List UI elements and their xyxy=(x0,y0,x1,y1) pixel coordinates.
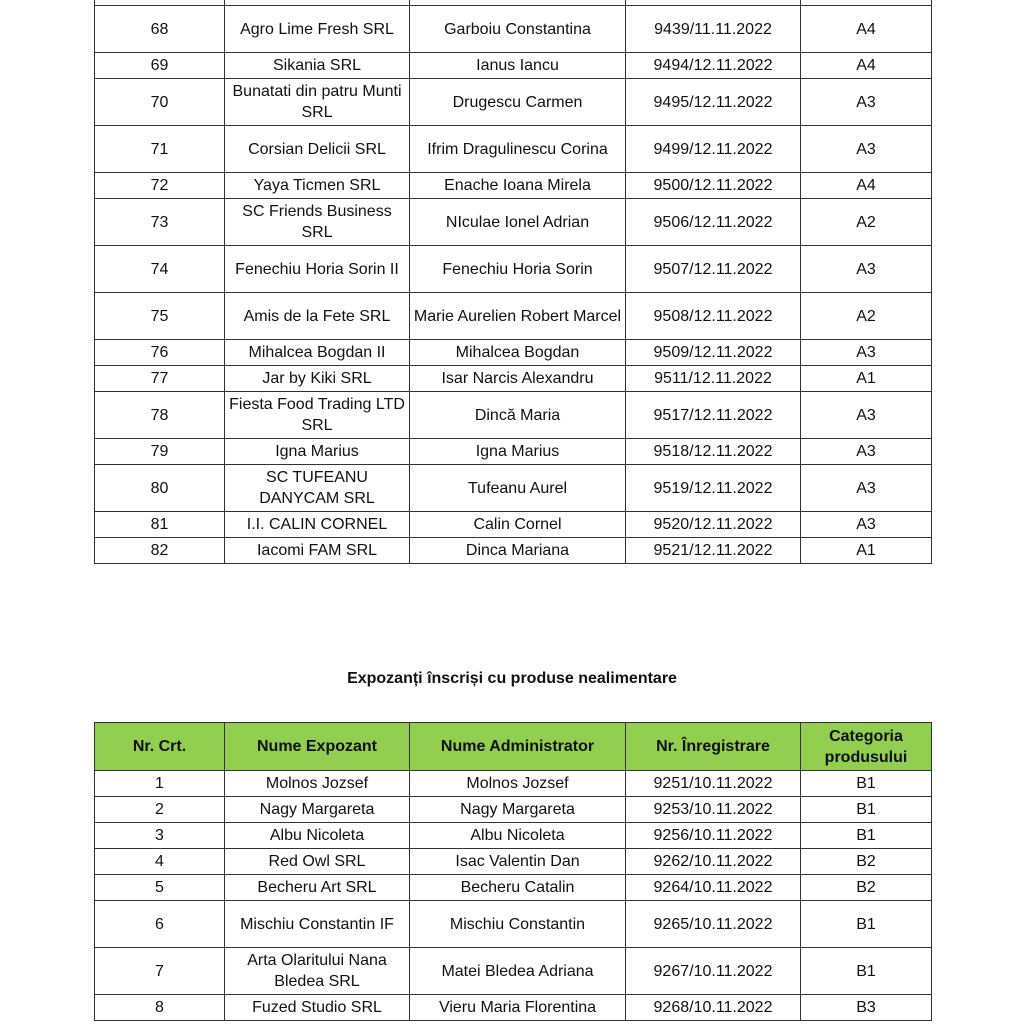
cell-inregistrare: 9253/10.11.2022 xyxy=(626,797,801,823)
cell-administrator: Drugescu Carmen xyxy=(410,79,626,126)
cell-inregistrare: 9262/10.11.2022 xyxy=(626,849,801,875)
cell-categorie: A3 xyxy=(801,439,932,465)
food-exhibitors-table xyxy=(94,0,932,564)
cell-nr: 70 xyxy=(95,79,225,126)
cell-inregistrare: 9519/12.11.2022 xyxy=(626,465,801,512)
cell-nr: 74 xyxy=(95,246,225,293)
cell-inregistrare: 9439/11.11.2022 xyxy=(626,6,801,53)
cell-administrator: Garboiu Constantina xyxy=(410,6,626,53)
cell-nr: 3 xyxy=(95,823,225,849)
cell-administrator: Nagy Margareta xyxy=(410,797,626,823)
cell-expozant: Fuzed Studio SRL xyxy=(225,995,410,1021)
table-row xyxy=(95,948,932,995)
cell-administrator: Isac Valentin Dan xyxy=(410,849,626,875)
table-row xyxy=(95,126,932,173)
cell-administrator: Enache Ioana Mirela xyxy=(410,173,626,199)
cell-categorie: A2 xyxy=(801,199,932,246)
cell-inregistrare: 9509/12.11.2022 xyxy=(626,340,801,366)
cell-nr: 75 xyxy=(95,293,225,340)
cell-nr: 5 xyxy=(95,875,225,901)
table-row xyxy=(95,849,932,875)
cell-nr: 8 xyxy=(95,995,225,1021)
cell-categorie: A3 xyxy=(801,512,932,538)
cell-inregistrare: 9251/10.11.2022 xyxy=(626,771,801,797)
cell-administrator: Vieru Maria Florentina xyxy=(410,995,626,1021)
cell-administrator: Calin Cornel xyxy=(410,512,626,538)
section-title: Expozanți înscriși cu produse nealimentare xyxy=(347,670,677,687)
cell-inregistrare: 9494/12.11.2022 xyxy=(626,53,801,79)
cell-inregistrare: 9517/12.11.2022 xyxy=(626,392,801,439)
cell-nr: 76 xyxy=(95,340,225,366)
table-row xyxy=(95,538,932,564)
cell-nr: 4 xyxy=(95,849,225,875)
cell-administrator: Ifrim Dragulinescu Corina xyxy=(410,126,626,173)
cell-expozant: Molnos Jozsef xyxy=(225,771,410,797)
cell-expozant: SC Friends Business SRL xyxy=(225,199,410,246)
cell-administrator: Isar Narcis Alexandru xyxy=(410,366,626,392)
cell-inregistrare: 9520/12.11.2022 xyxy=(626,512,801,538)
cell-expozant: Sikania SRL xyxy=(225,53,410,79)
cell-expozant: Agro Lime Fresh SRL xyxy=(225,6,410,53)
cell-categorie: A4 xyxy=(801,6,932,53)
cell-expozant: Bunatati din patru Munti SRL xyxy=(225,79,410,126)
cell-nr: 73 xyxy=(95,199,225,246)
cell-nr: 72 xyxy=(95,173,225,199)
cell-administrator: Matei Bledea Adriana xyxy=(410,948,626,995)
cell-nr: 69 xyxy=(95,53,225,79)
cell-categorie: B2 xyxy=(801,849,932,875)
cell-inregistrare: 9256/10.11.2022 xyxy=(626,823,801,849)
cell-administrator: NIculae Ionel Adrian xyxy=(410,199,626,246)
cell-nr: 2 xyxy=(95,797,225,823)
table-row xyxy=(95,53,932,79)
cell-expozant: Red Owl SRL xyxy=(225,849,410,875)
cell-categorie: A4 xyxy=(801,173,932,199)
cell-expozant: Jar by Kiki SRL xyxy=(225,366,410,392)
cell-nr: 1 xyxy=(95,771,225,797)
cell-categorie: A3 xyxy=(801,126,932,173)
cell-inregistrare: 9267/10.11.2022 xyxy=(626,948,801,995)
cell-expozant: Fenechiu Horia Sorin II xyxy=(225,246,410,293)
cell-nr: 77 xyxy=(95,366,225,392)
header-nume-expozant: Nume Expozant xyxy=(225,723,410,771)
cell-inregistrare: 9495/12.11.2022 xyxy=(626,79,801,126)
cell-inregistrare: 9511/12.11.2022 xyxy=(626,366,801,392)
cell-categorie: A3 xyxy=(801,392,932,439)
cell-categorie: A3 xyxy=(801,340,932,366)
table-row xyxy=(95,199,932,246)
cell-nr: 80 xyxy=(95,465,225,512)
table-row xyxy=(95,771,932,797)
table-row xyxy=(95,995,932,1021)
cell-nr: 7 xyxy=(95,948,225,995)
cell-nr: 81 xyxy=(95,512,225,538)
table-row xyxy=(95,79,932,126)
cell-categorie: A2 xyxy=(801,293,932,340)
cell-inregistrare: 9265/10.11.2022 xyxy=(626,901,801,948)
cell-categorie: B1 xyxy=(801,823,932,849)
cell-expozant: I.I. CALIN CORNEL xyxy=(225,512,410,538)
cell-inregistrare: 9508/12.11.2022 xyxy=(626,293,801,340)
cell-expozant: Iacomi FAM SRL xyxy=(225,538,410,564)
cell-categorie: A3 xyxy=(801,246,932,293)
cell-expozant: Arta Olaritului Nana Bledea SRL xyxy=(225,948,410,995)
table-row xyxy=(95,465,932,512)
cell-expozant: Mischiu Constantin IF xyxy=(225,901,410,948)
cell-inregistrare: 9500/12.11.2022 xyxy=(626,173,801,199)
table-row xyxy=(95,823,932,849)
header-categoria-produsului: Categoria produsului xyxy=(801,723,932,771)
table-row xyxy=(95,173,932,199)
cell-categorie: B1 xyxy=(801,771,932,797)
cell-administrator: Igna Marius xyxy=(410,439,626,465)
table-row xyxy=(95,875,932,901)
cell-categorie: B2 xyxy=(801,875,932,901)
table-row xyxy=(95,366,932,392)
cell-categorie: A1 xyxy=(801,366,932,392)
cell-categorie: A3 xyxy=(801,465,932,512)
table-row xyxy=(95,293,932,340)
table-row xyxy=(95,901,932,948)
cell-nr: 71 xyxy=(95,126,225,173)
header-nume-administrator: Nume Administrator xyxy=(410,723,626,771)
cell-expozant: Becheru Art SRL xyxy=(225,875,410,901)
cell-inregistrare: 9521/12.11.2022 xyxy=(626,538,801,564)
cell-inregistrare: 9506/12.11.2022 xyxy=(626,199,801,246)
cell-administrator: Ianus Iancu xyxy=(410,53,626,79)
cell-administrator: Mihalcea Bogdan xyxy=(410,340,626,366)
cell-nr: 6 xyxy=(95,901,225,948)
cell-categorie: B1 xyxy=(801,948,932,995)
cell-expozant: Nagy Margareta xyxy=(225,797,410,823)
cell-categorie: B3 xyxy=(801,995,932,1021)
table-row xyxy=(95,439,932,465)
cell-nr: 68 xyxy=(95,6,225,53)
cell-expozant: Amis de la Fete SRL xyxy=(225,293,410,340)
cell-administrator: Becheru Catalin xyxy=(410,875,626,901)
cell-expozant: Igna Marius xyxy=(225,439,410,465)
table-row xyxy=(95,797,932,823)
table-row xyxy=(95,392,932,439)
table-row xyxy=(95,340,932,366)
cell-administrator: Molnos Jozsef xyxy=(410,771,626,797)
cell-inregistrare: 9264/10.11.2022 xyxy=(626,875,801,901)
cell-administrator: Albu Nicoleta xyxy=(410,823,626,849)
nonfood-exhibitors-table xyxy=(94,722,932,1021)
cell-categorie: B1 xyxy=(801,901,932,948)
cell-expozant: Fiesta Food Trading LTD SRL xyxy=(225,392,410,439)
cell-categorie: A3 xyxy=(801,79,932,126)
cell-administrator: Marie Aurelien Robert Marcel xyxy=(410,293,626,340)
cell-inregistrare: 9507/12.11.2022 xyxy=(626,246,801,293)
cell-categorie: A1 xyxy=(801,538,932,564)
cell-nr: 78 xyxy=(95,392,225,439)
cell-expozant: Mihalcea Bogdan II xyxy=(225,340,410,366)
cell-inregistrare: 9499/12.11.2022 xyxy=(626,126,801,173)
cell-expozant: SC TUFEANU DANYCAM SRL xyxy=(225,465,410,512)
cell-administrator: Dincă Maria xyxy=(410,392,626,439)
table-header-row xyxy=(95,723,932,771)
cell-expozant: Yaya Ticmen SRL xyxy=(225,173,410,199)
header-nr-crt: Nr. Crt. xyxy=(95,723,225,771)
cell-nr: 82 xyxy=(95,538,225,564)
cell-administrator: Tufeanu Aurel xyxy=(410,465,626,512)
cell-expozant: Albu Nicoleta xyxy=(225,823,410,849)
cell-categorie: B1 xyxy=(801,797,932,823)
table-row xyxy=(95,6,932,53)
cell-inregistrare: 9268/10.11.2022 xyxy=(626,995,801,1021)
header-nr-inregistrare: Nr. Înregistrare xyxy=(626,723,801,771)
cell-nr: 79 xyxy=(95,439,225,465)
cell-inregistrare: 9518/12.11.2022 xyxy=(626,439,801,465)
cell-categorie: A4 xyxy=(801,53,932,79)
cell-administrator: Mischiu Constantin xyxy=(410,901,626,948)
table-row xyxy=(95,512,932,538)
cell-expozant: Corsian Delicii SRL xyxy=(225,126,410,173)
cell-administrator: Fenechiu Horia Sorin xyxy=(410,246,626,293)
cell-administrator: Dinca Mariana xyxy=(410,538,626,564)
table-row xyxy=(95,246,932,293)
